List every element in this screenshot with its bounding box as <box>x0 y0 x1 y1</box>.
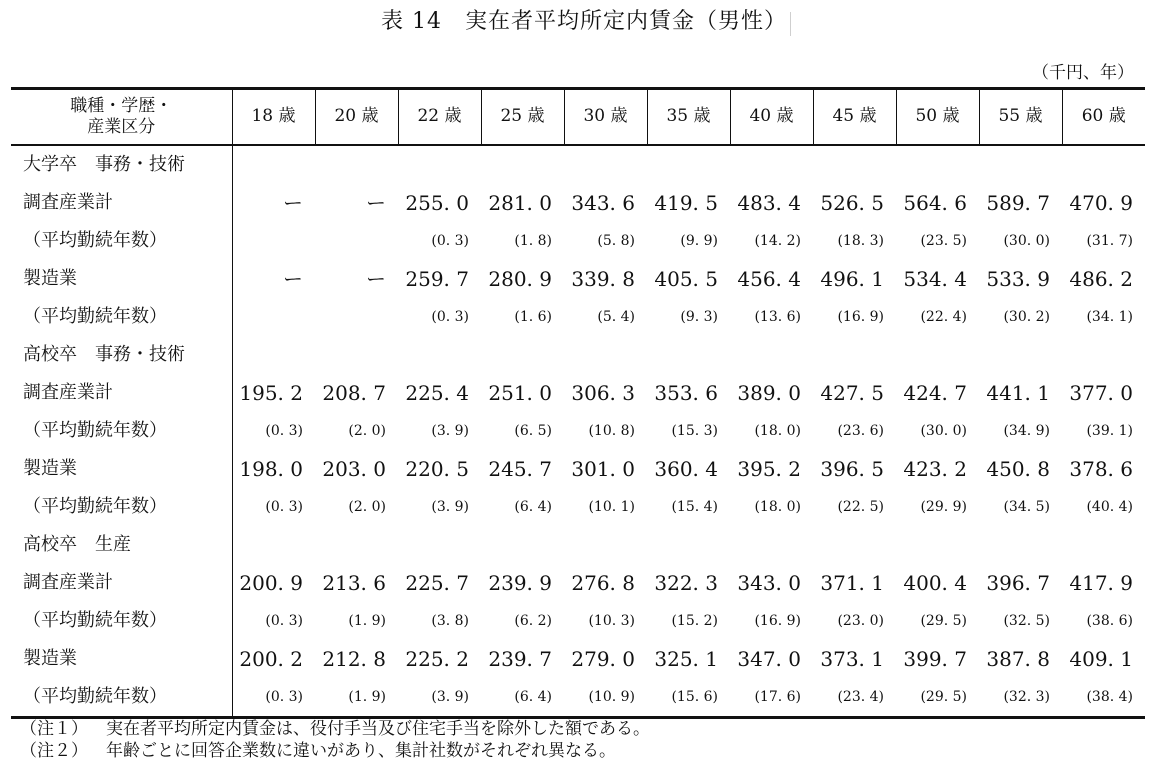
salary-cell: 198. 0 <box>239 456 303 481</box>
tenure-cell: (2. 0) <box>348 498 386 515</box>
salary-cell <box>1062 336 1145 374</box>
tenure-cell: (29. 9) <box>920 498 967 515</box>
section-row <box>11 526 1145 564</box>
salary-cell <box>315 526 398 564</box>
tenure-row <box>11 298 1145 336</box>
tenure-cell: (13. 6) <box>754 308 801 325</box>
header-label-cell: 職種・学歴・ 産業区分 <box>11 89 232 145</box>
salary-cell: 395. 2 <box>737 456 801 481</box>
table-body <box>11 145 1145 718</box>
note-mark: （注２） <box>20 741 88 761</box>
salary-cell <box>979 336 1062 374</box>
title-divider <box>790 12 791 36</box>
salary-cell: 343. 0 <box>737 570 801 595</box>
salary-row <box>11 374 1145 412</box>
salary-cell: 279. 0 <box>571 646 635 671</box>
tenure-cell: (3. 9) <box>431 498 469 515</box>
salary-cell <box>398 145 481 184</box>
salary-cell <box>647 336 730 374</box>
salary-cell: 212. 8 <box>322 646 386 671</box>
salary-cell: 417. 9 <box>1069 570 1133 595</box>
tenure-cell: (3. 9) <box>431 688 469 705</box>
row-label: 調査産業計 <box>11 564 232 602</box>
tenure-cell: (22. 5) <box>837 498 884 515</box>
salary-row <box>11 260 1145 298</box>
salary-cell: ー <box>283 266 303 291</box>
salary-cell <box>232 145 315 184</box>
salary-cell: 225. 7 <box>405 570 469 595</box>
salary-cell: 343. 6 <box>571 190 635 215</box>
tenure-row <box>11 488 1145 526</box>
row-label: （平均勤続年数） <box>11 412 232 450</box>
salary-cell: 396. 5 <box>820 456 884 481</box>
header-age-cell: 22 歳 <box>398 89 481 145</box>
salary-cell: 281. 0 <box>488 190 552 215</box>
tenure-cell: (17. 6) <box>754 688 801 705</box>
salary-cell: 423. 2 <box>903 456 967 481</box>
salary-cell <box>730 145 813 184</box>
salary-cell: 245. 7 <box>488 456 552 481</box>
section-label: 大学卒 事務・技術 <box>11 145 232 184</box>
salary-cell: 399. 7 <box>903 646 967 671</box>
salary-cell: 470. 9 <box>1069 190 1133 215</box>
tenure-cell: (29. 5) <box>920 612 967 629</box>
salary-cell: 427. 5 <box>820 380 884 405</box>
tenure-cell: (32. 3) <box>1003 688 1050 705</box>
salary-cell: 389. 0 <box>737 380 801 405</box>
salary-cell <box>481 336 564 374</box>
salary-cell <box>398 526 481 564</box>
salary-cell <box>813 526 896 564</box>
salary-cell: 220. 5 <box>405 456 469 481</box>
salary-cell <box>896 336 979 374</box>
salary-cell: 387. 8 <box>986 646 1050 671</box>
tenure-cell <box>232 298 315 336</box>
salary-cell: ー <box>366 266 386 291</box>
tenure-cell: (23. 5) <box>920 232 967 249</box>
salary-cell <box>979 526 1062 564</box>
salary-cell <box>1062 526 1145 564</box>
tenure-cell: (30. 0) <box>920 422 967 439</box>
salary-cell: 301. 0 <box>571 456 635 481</box>
tenure-cell: (38. 6) <box>1086 612 1133 629</box>
salary-cell <box>398 336 481 374</box>
tenure-cell: (15. 2) <box>671 612 718 629</box>
tenure-cell: (6. 4) <box>514 688 552 705</box>
tenure-cell: (10. 1) <box>588 498 635 515</box>
tenure-cell: (34. 5) <box>1003 498 1050 515</box>
tenure-cell: (39. 1) <box>1086 422 1133 439</box>
salary-cell: 325. 1 <box>654 646 718 671</box>
tenure-cell: (0. 3) <box>265 688 303 705</box>
tenure-cell: (23. 6) <box>837 422 884 439</box>
salary-cell: 255. 0 <box>405 190 469 215</box>
salary-cell: 396. 7 <box>986 570 1050 595</box>
tenure-cell: (18. 3) <box>837 232 884 249</box>
tenure-cell: (23. 4) <box>837 688 884 705</box>
note-item <box>20 740 1140 762</box>
salary-cell: 378. 6 <box>1069 456 1133 481</box>
tenure-cell: (15. 4) <box>671 498 718 515</box>
salary-cell: 373. 1 <box>820 646 884 671</box>
tenure-cell: (3. 8) <box>431 612 469 629</box>
header-age-cell: 25 歳 <box>481 89 564 145</box>
salary-cell: 424. 7 <box>903 380 967 405</box>
tenure-cell: (0. 3) <box>431 308 469 325</box>
salary-row <box>11 564 1145 602</box>
salary-cell <box>647 526 730 564</box>
note-text: 年齢ごとに回答企業数に違いがあり、集計社数がそれぞれ異なる。 <box>106 741 616 761</box>
salary-cell: 276. 8 <box>571 570 635 595</box>
salary-cell <box>315 145 398 184</box>
tenure-cell: (18. 0) <box>754 498 801 515</box>
header-age-cell: 50 歳 <box>896 89 979 145</box>
salary-cell: 225. 2 <box>405 646 469 671</box>
salary-cell: 259. 7 <box>405 266 469 291</box>
tenure-cell <box>315 222 398 260</box>
salary-cell: 564. 6 <box>903 190 967 215</box>
row-label: （平均勤続年数） <box>11 298 232 336</box>
salary-table-wrapper <box>11 87 1145 719</box>
salary-cell: ー <box>366 190 386 215</box>
tenure-cell: (10. 8) <box>588 422 635 439</box>
tenure-cell <box>232 222 315 260</box>
salary-cell <box>481 526 564 564</box>
salary-cell: 526. 5 <box>820 190 884 215</box>
tenure-cell: (3. 9) <box>431 422 469 439</box>
row-label: （平均勤続年数） <box>11 222 232 260</box>
tenure-cell: (32. 5) <box>1003 612 1050 629</box>
salary-cell <box>232 336 315 374</box>
salary-cell: 306. 3 <box>571 380 635 405</box>
salary-cell: 347. 0 <box>737 646 801 671</box>
salary-cell <box>813 145 896 184</box>
header-age-cell: 30 歳 <box>564 89 647 145</box>
section-row <box>11 336 1145 374</box>
salary-cell: 589. 7 <box>986 190 1050 215</box>
salary-cell: 208. 7 <box>322 380 386 405</box>
tenure-cell: (6. 2) <box>514 612 552 629</box>
tenure-cell: (30. 0) <box>1003 232 1050 249</box>
salary-cell <box>730 336 813 374</box>
salary-cell: 405. 5 <box>654 266 718 291</box>
salary-cell: 280. 9 <box>488 266 552 291</box>
salary-row <box>11 184 1145 222</box>
salary-cell: 339. 8 <box>571 266 635 291</box>
salary-cell: 456. 4 <box>737 266 801 291</box>
note-text: 実在者平均所定内賃金は、役付手当及び住宅手当を除外した額である。 <box>106 719 650 739</box>
tenure-cell: (18. 0) <box>754 422 801 439</box>
row-label: 製造業 <box>11 450 232 488</box>
tenure-cell: (10. 9) <box>588 688 635 705</box>
salary-row <box>11 640 1145 678</box>
salary-cell <box>232 526 315 564</box>
tenure-cell: (0. 3) <box>265 612 303 629</box>
tenure-cell: (15. 3) <box>671 422 718 439</box>
tenure-cell: (14. 2) <box>754 232 801 249</box>
salary-cell <box>315 336 398 374</box>
tenure-cell: (1. 8) <box>514 232 552 249</box>
salary-cell: 203. 0 <box>322 456 386 481</box>
section-label: 高校卒 生産 <box>11 526 232 564</box>
row-label: 調査産業計 <box>11 184 232 222</box>
salary-cell: 322. 3 <box>654 570 718 595</box>
row-label: （平均勤続年数） <box>11 678 232 718</box>
salary-table <box>11 87 1145 719</box>
header-age-cell: 60 歳 <box>1062 89 1145 145</box>
salary-cell: 239. 7 <box>488 646 552 671</box>
tenure-cell: (10. 3) <box>588 612 635 629</box>
tenure-cell: (16. 9) <box>837 308 884 325</box>
header-age-cell: 18 歳 <box>232 89 315 145</box>
salary-cell <box>813 336 896 374</box>
salary-cell: 239. 9 <box>488 570 552 595</box>
salary-cell: 360. 4 <box>654 456 718 481</box>
salary-cell: 200. 2 <box>239 646 303 671</box>
tenure-cell: (40. 4) <box>1086 498 1133 515</box>
header-age-cell: 45 歳 <box>813 89 896 145</box>
salary-cell: 450. 8 <box>986 456 1050 481</box>
tenure-row <box>11 678 1145 718</box>
header-age-cell: 20 歳 <box>315 89 398 145</box>
salary-cell: 534. 4 <box>903 266 967 291</box>
tenure-cell: (0. 3) <box>265 422 303 439</box>
salary-cell <box>979 145 1062 184</box>
tenure-cell: (5. 4) <box>597 308 635 325</box>
salary-cell: 483. 4 <box>737 190 801 215</box>
section-row <box>11 145 1145 184</box>
row-label: 製造業 <box>11 260 232 298</box>
tenure-cell: (34. 9) <box>1003 422 1050 439</box>
tenure-cell: (16. 9) <box>754 612 801 629</box>
salary-cell: 533. 9 <box>986 266 1050 291</box>
row-label: 製造業 <box>11 640 232 678</box>
tenure-row <box>11 222 1145 260</box>
tenure-cell: (0. 3) <box>265 498 303 515</box>
table-title: 表 14 実在者平均所定内賃金（男性） <box>381 9 787 34</box>
tenure-cell: (9. 3) <box>680 308 718 325</box>
header-age-cell: 55 歳 <box>979 89 1062 145</box>
tenure-row <box>11 412 1145 450</box>
tenure-cell: (5. 8) <box>597 232 635 249</box>
salary-row <box>11 450 1145 488</box>
salary-cell: 251. 0 <box>488 380 552 405</box>
tenure-cell: (31. 7) <box>1086 232 1133 249</box>
tenure-cell: (29. 5) <box>920 688 967 705</box>
notes-section <box>20 718 1140 762</box>
salary-cell <box>564 526 647 564</box>
salary-cell: 377. 0 <box>1069 380 1133 405</box>
salary-cell: 409. 1 <box>1069 646 1133 671</box>
tenure-cell: (6. 4) <box>514 498 552 515</box>
tenure-cell: (9. 9) <box>680 232 718 249</box>
salary-cell: 441. 1 <box>986 380 1050 405</box>
tenure-cell: (23. 0) <box>837 612 884 629</box>
salary-cell: 486. 2 <box>1069 266 1133 291</box>
salary-cell <box>564 145 647 184</box>
tenure-cell: (38. 4) <box>1086 688 1133 705</box>
salary-cell <box>1062 145 1145 184</box>
tenure-cell: (6. 5) <box>514 422 552 439</box>
salary-cell <box>647 145 730 184</box>
salary-cell <box>730 526 813 564</box>
header-age-cell: 40 歳 <box>730 89 813 145</box>
row-label: （平均勤続年数） <box>11 602 232 640</box>
tenure-cell: (30. 2) <box>1003 308 1050 325</box>
unit-label: （千円、年） <box>1032 63 1134 83</box>
section-label: 高校卒 事務・技術 <box>11 336 232 374</box>
salary-cell <box>896 145 979 184</box>
tenure-cell: (0. 3) <box>431 232 469 249</box>
salary-cell: 213. 6 <box>322 570 386 595</box>
tenure-cell: (22. 4) <box>920 308 967 325</box>
salary-cell: 400. 4 <box>903 570 967 595</box>
table-header-row <box>11 89 1145 145</box>
tenure-cell <box>315 298 398 336</box>
salary-cell: 225. 4 <box>405 380 469 405</box>
row-label: 調査産業計 <box>11 374 232 412</box>
salary-cell: ー <box>283 190 303 215</box>
salary-cell <box>564 336 647 374</box>
row-label: （平均勤続年数） <box>11 488 232 526</box>
salary-cell: 195. 2 <box>239 380 303 405</box>
tenure-row <box>11 602 1145 640</box>
tenure-cell: (1. 9) <box>348 688 386 705</box>
tenure-cell: (15. 6) <box>671 688 718 705</box>
tenure-cell: (1. 9) <box>348 612 386 629</box>
salary-cell <box>896 526 979 564</box>
salary-cell: 371. 1 <box>820 570 884 595</box>
salary-cell: 353. 6 <box>654 380 718 405</box>
tenure-cell: (2. 0) <box>348 422 386 439</box>
tenure-cell: (1. 6) <box>514 308 552 325</box>
salary-cell: 200. 9 <box>239 570 303 595</box>
note-mark: （注１） <box>20 719 88 739</box>
salary-cell: 496. 1 <box>820 266 884 291</box>
note-item <box>20 718 1140 740</box>
header-age-cell: 35 歳 <box>647 89 730 145</box>
salary-cell: 419. 5 <box>654 190 718 215</box>
tenure-cell: (34. 1) <box>1086 308 1133 325</box>
salary-cell <box>481 145 564 184</box>
